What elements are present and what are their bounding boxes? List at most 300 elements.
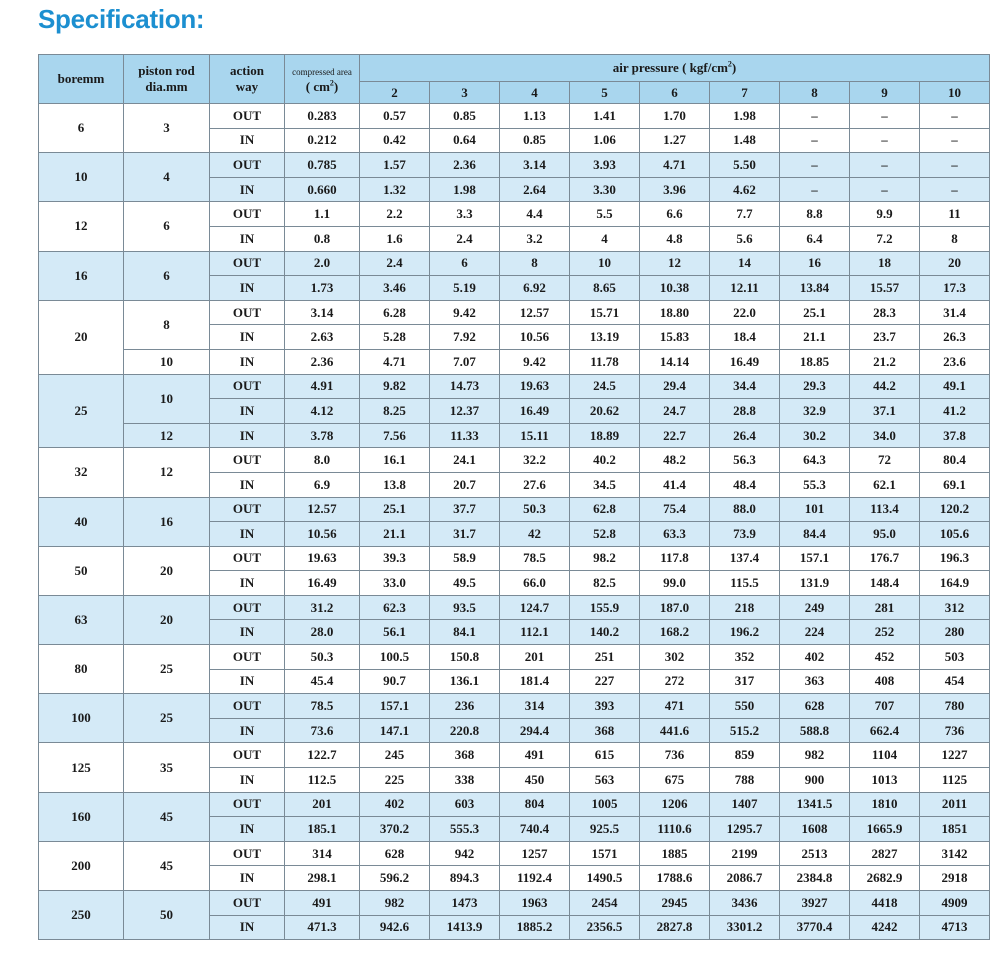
bore-cell: 160 — [39, 792, 124, 841]
force-value-cell: 62.8 — [570, 497, 640, 522]
compressed-area-cell: 0.283 — [285, 104, 360, 129]
force-value-cell: 196.2 — [710, 620, 780, 645]
force-value-cell: 2513 — [780, 841, 850, 866]
force-value-cell: 370.2 — [360, 817, 430, 842]
bore-cell: 125 — [39, 743, 124, 792]
force-value-cell: 1.27 — [640, 128, 710, 153]
force-value-cell: 201 — [500, 645, 570, 670]
force-value-cell: 236 — [430, 694, 500, 719]
table-row — [39, 595, 990, 620]
force-value-cell: 52.8 — [570, 522, 640, 547]
compressed-area-cell: 201 — [285, 792, 360, 817]
force-value-cell: 4 — [570, 226, 640, 251]
force-value-cell: 131.9 — [780, 571, 850, 596]
force-value-cell: 24.7 — [640, 399, 710, 424]
force-value-cell: 73.9 — [710, 522, 780, 547]
piston-rod-cell: 6 — [124, 251, 210, 300]
force-value-cell: – — [920, 128, 990, 153]
force-value-cell: 187.0 — [640, 595, 710, 620]
force-value-cell: 23.6 — [920, 349, 990, 374]
force-value-cell: 2384.8 — [780, 866, 850, 891]
force-value-cell: 48.4 — [710, 472, 780, 497]
action-way-cell: IN — [210, 620, 285, 645]
force-value-cell: 1.06 — [570, 128, 640, 153]
force-value-cell: 1005 — [570, 792, 640, 817]
force-value-cell: 3.46 — [360, 276, 430, 301]
force-value-cell: 5.19 — [430, 276, 500, 301]
force-value-cell: 555.3 — [430, 817, 500, 842]
force-value-cell: 124.7 — [500, 595, 570, 620]
piston-rod-cell: 20 — [124, 595, 210, 644]
force-value-cell: 1295.7 — [710, 817, 780, 842]
force-value-cell: 1.48 — [710, 128, 780, 153]
force-value-cell: 34.0 — [850, 423, 920, 448]
force-value-cell: 563 — [570, 768, 640, 793]
force-value-cell: 48.2 — [640, 448, 710, 473]
piston-rod-cell: 6 — [124, 202, 210, 251]
bore-cell: 16 — [39, 251, 124, 300]
force-value-cell: 1.57 — [360, 153, 430, 178]
force-value-cell: 95.0 — [850, 522, 920, 547]
force-value-cell: 82.5 — [570, 571, 640, 596]
force-value-cell: 1104 — [850, 743, 920, 768]
table-row — [39, 423, 990, 448]
header-action-way: action way — [210, 55, 285, 104]
force-value-cell: 3.3 — [430, 202, 500, 227]
action-way-cell: OUT — [210, 645, 285, 670]
force-value-cell: 1413.9 — [430, 915, 500, 940]
force-value-cell: 20 — [920, 251, 990, 276]
force-value-cell: 1227 — [920, 743, 990, 768]
force-value-cell: 113.4 — [850, 497, 920, 522]
force-value-cell: 393 — [570, 694, 640, 719]
force-value-cell: 294.4 — [500, 718, 570, 743]
force-value-cell: 115.5 — [710, 571, 780, 596]
compressed-area-cell: 1.1 — [285, 202, 360, 227]
pressure-header-cell: 10 — [920, 82, 990, 104]
force-value-cell: 58.9 — [430, 546, 500, 571]
compressed-area-cell: 185.1 — [285, 817, 360, 842]
force-value-cell: – — [850, 153, 920, 178]
force-value-cell: 8.8 — [780, 202, 850, 227]
force-value-cell: 24.5 — [570, 374, 640, 399]
force-value-cell: 7.2 — [850, 226, 920, 251]
compressed-area-cell: 1.73 — [285, 276, 360, 301]
force-value-cell: 44.2 — [850, 374, 920, 399]
action-way-cell: IN — [210, 768, 285, 793]
force-value-cell: 3.30 — [570, 177, 640, 202]
compressed-area-cell: 2.63 — [285, 325, 360, 350]
force-value-cell: 281 — [850, 595, 920, 620]
force-value-cell: 788 — [710, 768, 780, 793]
force-value-cell: 707 — [850, 694, 920, 719]
force-value-cell: 272 — [640, 669, 710, 694]
action-way-cell: OUT — [210, 694, 285, 719]
force-value-cell: 78.5 — [500, 546, 570, 571]
force-value-cell: 4.71 — [640, 153, 710, 178]
table-row — [39, 497, 990, 522]
force-value-cell: 1110.6 — [640, 817, 710, 842]
force-value-cell: 0.85 — [430, 104, 500, 129]
force-value-cell: 352 — [710, 645, 780, 670]
piston-rod-cell: 45 — [124, 841, 210, 890]
force-value-cell: 5.5 — [570, 202, 640, 227]
action-way-cell: IN — [210, 423, 285, 448]
table-row — [39, 743, 990, 768]
force-value-cell: 2.4 — [360, 251, 430, 276]
force-value-cell: – — [780, 153, 850, 178]
force-value-cell: 441.6 — [640, 718, 710, 743]
force-value-cell: 227 — [570, 669, 640, 694]
force-value-cell: 2199 — [710, 841, 780, 866]
force-value-cell: 3436 — [710, 891, 780, 916]
force-value-cell: 1788.6 — [640, 866, 710, 891]
pressure-header-cell: 2 — [360, 82, 430, 104]
force-value-cell: 14 — [710, 251, 780, 276]
force-value-cell: 780 — [920, 694, 990, 719]
action-way-cell: IN — [210, 571, 285, 596]
force-value-cell: 12 — [640, 251, 710, 276]
force-value-cell: 5.28 — [360, 325, 430, 350]
piston-rod-cell: 3 — [124, 104, 210, 153]
force-value-cell: 1963 — [500, 891, 570, 916]
force-value-cell: 1.70 — [640, 104, 710, 129]
action-way-cell: OUT — [210, 546, 285, 571]
force-value-cell: 363 — [780, 669, 850, 694]
force-value-cell: 942.6 — [360, 915, 430, 940]
force-value-cell: 3927 — [780, 891, 850, 916]
action-way-cell: OUT — [210, 202, 285, 227]
force-value-cell: 603 — [430, 792, 500, 817]
force-value-cell: 251 — [570, 645, 640, 670]
spec-body — [39, 104, 990, 940]
force-value-cell: 84.1 — [430, 620, 500, 645]
force-value-cell: 157.1 — [360, 694, 430, 719]
force-value-cell: 64.3 — [780, 448, 850, 473]
force-value-cell: 8.65 — [570, 276, 640, 301]
force-value-cell: 2454 — [570, 891, 640, 916]
force-value-cell: 4.71 — [360, 349, 430, 374]
force-value-cell: 12.57 — [500, 300, 570, 325]
force-value-cell: 105.6 — [920, 522, 990, 547]
force-value-cell: 15.57 — [850, 276, 920, 301]
force-value-cell: 5.6 — [710, 226, 780, 251]
force-value-cell: 155.9 — [570, 595, 640, 620]
force-value-cell: 12.11 — [710, 276, 780, 301]
force-value-cell: 4909 — [920, 891, 990, 916]
compressed-area-cell: 78.5 — [285, 694, 360, 719]
force-value-cell: 2.2 — [360, 202, 430, 227]
force-value-cell: 471 — [640, 694, 710, 719]
force-value-cell: 402 — [360, 792, 430, 817]
compressed-area-cell: 0.785 — [285, 153, 360, 178]
action-way-cell: IN — [210, 472, 285, 497]
force-value-cell: 9.82 — [360, 374, 430, 399]
piston-rod-cell: 8 — [124, 300, 210, 349]
force-value-cell: 0.85 — [500, 128, 570, 153]
force-value-cell: 26.4 — [710, 423, 780, 448]
force-value-cell: 314 — [500, 694, 570, 719]
force-value-cell: 452 — [850, 645, 920, 670]
force-value-cell: 13.19 — [570, 325, 640, 350]
compressed-area-cell: 314 — [285, 841, 360, 866]
force-value-cell: 26.3 — [920, 325, 990, 350]
compressed-area-cell: 45.4 — [285, 669, 360, 694]
force-value-cell: 157.1 — [780, 546, 850, 571]
force-value-cell: 1.98 — [430, 177, 500, 202]
force-value-cell: 28.3 — [850, 300, 920, 325]
force-value-cell: 90.7 — [360, 669, 430, 694]
force-value-cell: 225 — [360, 768, 430, 793]
force-value-cell: 101 — [780, 497, 850, 522]
force-value-cell: 2918 — [920, 866, 990, 891]
bore-cell: 20 — [39, 300, 124, 374]
force-value-cell: 136.1 — [430, 669, 500, 694]
pressure-header-cell: 5 — [570, 82, 640, 104]
force-value-cell: 33.0 — [360, 571, 430, 596]
specification-table — [38, 54, 990, 940]
compressed-area-cell: 112.5 — [285, 768, 360, 793]
force-value-cell: 25.1 — [360, 497, 430, 522]
action-way-cell: IN — [210, 226, 285, 251]
force-value-cell: 15.83 — [640, 325, 710, 350]
force-value-cell: 1013 — [850, 768, 920, 793]
action-way-cell: IN — [210, 399, 285, 424]
force-value-cell: 56.1 — [360, 620, 430, 645]
force-value-cell: 740.4 — [500, 817, 570, 842]
force-value-cell: 5.50 — [710, 153, 780, 178]
force-value-cell: 21.1 — [780, 325, 850, 350]
force-value-cell: 112.1 — [500, 620, 570, 645]
force-value-cell: 2.4 — [430, 226, 500, 251]
force-value-cell: 11.78 — [570, 349, 640, 374]
force-value-cell: 1885.2 — [500, 915, 570, 940]
force-value-cell: 628 — [780, 694, 850, 719]
force-value-cell: 55.3 — [780, 472, 850, 497]
piston-rod-cell: 20 — [124, 546, 210, 595]
header-piston-rod: piston rod dia.mm — [124, 55, 210, 104]
action-way-cell: IN — [210, 522, 285, 547]
force-value-cell: 37.8 — [920, 423, 990, 448]
force-value-cell: 900 — [780, 768, 850, 793]
force-value-cell: 16.1 — [360, 448, 430, 473]
force-value-cell: 9.42 — [500, 349, 570, 374]
header-bore: boremm — [39, 55, 124, 104]
force-value-cell: 11.33 — [430, 423, 500, 448]
force-value-cell: 23.7 — [850, 325, 920, 350]
force-value-cell: 32.9 — [780, 399, 850, 424]
force-value-cell: 7.56 — [360, 423, 430, 448]
compressed-area-cell: 2.0 — [285, 251, 360, 276]
force-value-cell: 22.0 — [710, 300, 780, 325]
table-row — [39, 448, 990, 473]
compressed-area-cell: 50.3 — [285, 645, 360, 670]
force-value-cell: 280 — [920, 620, 990, 645]
force-value-cell: 140.2 — [570, 620, 640, 645]
bore-cell: 12 — [39, 202, 124, 251]
action-way-cell: IN — [210, 866, 285, 891]
compressed-area-cell: 491 — [285, 891, 360, 916]
table-row — [39, 841, 990, 866]
force-value-cell: 1.98 — [710, 104, 780, 129]
force-value-cell: 4713 — [920, 915, 990, 940]
force-value-cell: 34.5 — [570, 472, 640, 497]
force-value-cell: 402 — [780, 645, 850, 670]
action-way-cell: IN — [210, 349, 285, 374]
force-value-cell: 41.4 — [640, 472, 710, 497]
force-value-cell: 249 — [780, 595, 850, 620]
compressed-area-cell: 4.12 — [285, 399, 360, 424]
force-value-cell: 1125 — [920, 768, 990, 793]
force-value-cell: 150.8 — [430, 645, 500, 670]
piston-rod-cell: 45 — [124, 792, 210, 841]
action-way-cell: OUT — [210, 104, 285, 129]
force-value-cell: 491 — [500, 743, 570, 768]
force-value-cell: 10.56 — [500, 325, 570, 350]
force-value-cell: 0.64 — [430, 128, 500, 153]
force-value-cell: 21.1 — [360, 522, 430, 547]
force-value-cell: 312 — [920, 595, 990, 620]
force-value-cell: 3.96 — [640, 177, 710, 202]
force-value-cell: 34.4 — [710, 374, 780, 399]
force-value-cell: 317 — [710, 669, 780, 694]
action-way-cell: OUT — [210, 595, 285, 620]
force-value-cell: 181.4 — [500, 669, 570, 694]
force-value-cell: 88.0 — [710, 497, 780, 522]
force-value-cell: 56.3 — [710, 448, 780, 473]
force-value-cell: 7.92 — [430, 325, 500, 350]
force-value-cell: 30.2 — [780, 423, 850, 448]
force-value-cell: 982 — [360, 891, 430, 916]
force-value-cell: 18.89 — [570, 423, 640, 448]
page-title: Specification: — [38, 4, 205, 34]
piston-rod-cell: 10 — [124, 374, 210, 423]
force-value-cell: 368 — [570, 718, 640, 743]
force-value-cell: 168.2 — [640, 620, 710, 645]
force-value-cell: – — [850, 128, 920, 153]
force-value-cell: 450 — [500, 768, 570, 793]
force-value-cell: 3.2 — [500, 226, 570, 251]
bore-cell: 40 — [39, 497, 124, 546]
force-value-cell: – — [780, 128, 850, 153]
compressed-area-cell: 73.6 — [285, 718, 360, 743]
force-value-cell: 2356.5 — [570, 915, 640, 940]
force-value-cell: 24.1 — [430, 448, 500, 473]
force-value-cell: 9.42 — [430, 300, 500, 325]
force-value-cell: 550 — [710, 694, 780, 719]
table-row — [39, 694, 990, 719]
force-value-cell: 1885 — [640, 841, 710, 866]
force-value-cell: 137.4 — [710, 546, 780, 571]
force-value-cell: 2086.7 — [710, 866, 780, 891]
table-row — [39, 546, 990, 571]
action-way-cell: OUT — [210, 891, 285, 916]
force-value-cell: 4418 — [850, 891, 920, 916]
pressure-header-cell: 8 — [780, 82, 850, 104]
force-value-cell: 196.3 — [920, 546, 990, 571]
compressed-area-cell: 2.36 — [285, 349, 360, 374]
action-way-cell: IN — [210, 669, 285, 694]
force-value-cell: 1.13 — [500, 104, 570, 129]
force-value-cell: 21.2 — [850, 349, 920, 374]
piston-rod-cell: 25 — [124, 645, 210, 694]
bore-cell: 80 — [39, 645, 124, 694]
force-value-cell: 1665.9 — [850, 817, 920, 842]
force-value-cell: 2945 — [640, 891, 710, 916]
force-value-cell: 16 — [780, 251, 850, 276]
force-value-cell: 18.4 — [710, 325, 780, 350]
bore-cell: 10 — [39, 153, 124, 202]
action-way-cell: IN — [210, 276, 285, 301]
force-value-cell: 20.7 — [430, 472, 500, 497]
force-value-cell: 8 — [920, 226, 990, 251]
force-value-cell: 942 — [430, 841, 500, 866]
force-value-cell: 6.92 — [500, 276, 570, 301]
force-value-cell: 224 — [780, 620, 850, 645]
force-value-cell: 25.1 — [780, 300, 850, 325]
action-way-cell: OUT — [210, 448, 285, 473]
force-value-cell: 1.32 — [360, 177, 430, 202]
force-value-cell: 66.0 — [500, 571, 570, 596]
force-value-cell: 98.2 — [570, 546, 640, 571]
action-way-cell: OUT — [210, 841, 285, 866]
force-value-cell: 14.14 — [640, 349, 710, 374]
force-value-cell: 42 — [500, 522, 570, 547]
force-value-cell: 18 — [850, 251, 920, 276]
compressed-area-cell: 28.0 — [285, 620, 360, 645]
force-value-cell: 0.42 — [360, 128, 430, 153]
force-value-cell: 31.7 — [430, 522, 500, 547]
force-value-cell: 49.1 — [920, 374, 990, 399]
force-value-cell: 62.3 — [360, 595, 430, 620]
compressed-area-cell: 16.49 — [285, 571, 360, 596]
force-value-cell: 117.8 — [640, 546, 710, 571]
force-value-cell: 12.37 — [430, 399, 500, 424]
compressed-area-cell: 0.8 — [285, 226, 360, 251]
force-value-cell: 20.62 — [570, 399, 640, 424]
force-value-cell: 31.4 — [920, 300, 990, 325]
force-value-cell: 368 — [430, 743, 500, 768]
piston-rod-cell: 25 — [124, 694, 210, 743]
force-value-cell: 2.64 — [500, 177, 570, 202]
pressure-header-cell: 3 — [430, 82, 500, 104]
table-row — [39, 104, 990, 129]
table-row — [39, 349, 990, 374]
compressed-area-cell: 0.660 — [285, 177, 360, 202]
force-value-cell: 16.49 — [710, 349, 780, 374]
force-value-cell: 37.1 — [850, 399, 920, 424]
compressed-area-cell: 10.56 — [285, 522, 360, 547]
force-value-cell: 6.6 — [640, 202, 710, 227]
force-value-cell: 1341.5 — [780, 792, 850, 817]
force-value-cell: 218 — [710, 595, 780, 620]
force-value-cell: 84.4 — [780, 522, 850, 547]
table-row — [39, 153, 990, 178]
force-value-cell: 1.6 — [360, 226, 430, 251]
table-row — [39, 300, 990, 325]
force-value-cell: 17.3 — [920, 276, 990, 301]
force-value-cell: 1192.4 — [500, 866, 570, 891]
pressure-header-cell: 4 — [500, 82, 570, 104]
force-value-cell: 72 — [850, 448, 920, 473]
force-value-cell: 8.25 — [360, 399, 430, 424]
action-way-cell: IN — [210, 718, 285, 743]
force-value-cell: 15.71 — [570, 300, 640, 325]
pressure-header-cell: 9 — [850, 82, 920, 104]
force-value-cell: 675 — [640, 768, 710, 793]
force-value-cell: 302 — [640, 645, 710, 670]
force-value-cell: 164.9 — [920, 571, 990, 596]
